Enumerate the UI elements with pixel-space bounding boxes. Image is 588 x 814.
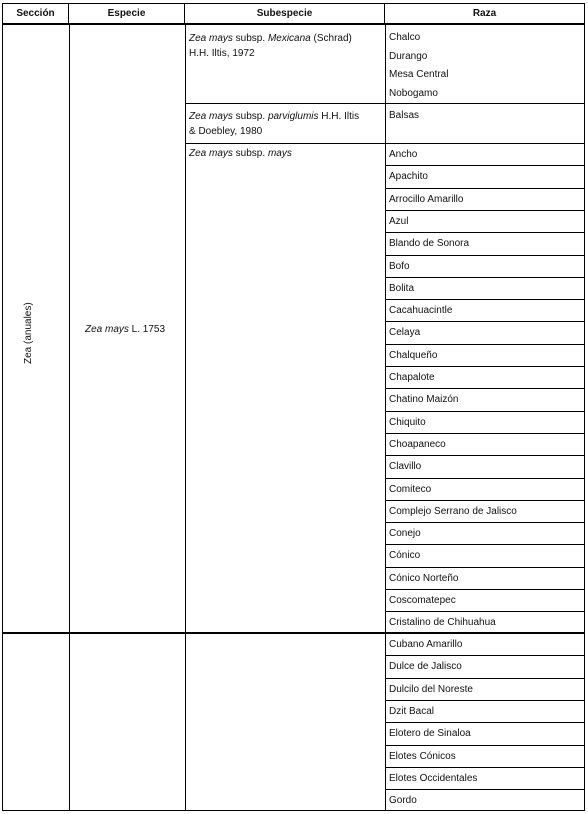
raza-cell: Comiteco (389, 483, 432, 495)
raza-cell: Bolita (389, 282, 415, 294)
raza-cell: Azul (389, 215, 409, 227)
row-divider (385, 277, 584, 278)
row-divider (385, 500, 584, 501)
row-divider (385, 745, 584, 746)
row-divider (385, 678, 584, 679)
raza-cell: Cónico (389, 550, 421, 562)
row-divider (385, 165, 584, 166)
raza-cell: Complejo Serrano de Jalisco (389, 505, 517, 517)
raza-cell: Cacahuacintle (389, 305, 453, 317)
raza-cell: Chalqueño (389, 349, 438, 361)
raza-cell: Elotero de Sinaloa (389, 728, 471, 740)
raza-cell: Clavillo (389, 461, 422, 473)
divider (69, 25, 70, 811)
raza-cell: Chalco (389, 32, 421, 43)
row-divider (385, 655, 584, 656)
raza-cell: Blando de Sonora (389, 238, 470, 250)
row-divider (385, 210, 584, 211)
subespecie-parviglumis: Zea mays subsp. parviglumis H.H. Iltis & Doebley, 1980 (189, 111, 360, 137)
raza-cell: Ancho (389, 149, 418, 160)
especie-label: Zea mays L. 1753 (85, 324, 166, 335)
raza-cell: Elotes Occidentales (389, 772, 478, 784)
raza-cell: Choapaneco (389, 438, 446, 450)
row-divider (385, 767, 584, 768)
raza-cell: Cónico Norteño (389, 572, 459, 584)
row-divider (385, 433, 584, 434)
row-divider (385, 299, 584, 300)
raza-cell: Coscomatepec (389, 595, 456, 606)
row-divider (385, 321, 584, 322)
table-header-row (3, 4, 584, 25)
raza-cell: Cristalino de Chihuahua (389, 617, 496, 629)
subespecie-mexicana: Zea mays subsp. Mexicana (Schrad) H.H. Iltis, 1972 (189, 33, 352, 59)
raza-cell: Elotes Cónicos (389, 750, 456, 762)
raza-cell: Arrocillo Amarillo (389, 193, 464, 205)
row-divider (385, 232, 584, 233)
row-divider (385, 611, 584, 612)
row-divider (385, 522, 584, 523)
row-divider (385, 544, 584, 545)
raza-cell: Nobogamo (389, 87, 438, 99)
row-divider (385, 366, 584, 367)
raza-cell: Dulce de Jalisco (389, 661, 462, 673)
raza-cell: Mesa Central (389, 69, 449, 80)
header-raza: Raza (472, 8, 497, 19)
seccion-label: Zea (anuales) (23, 302, 34, 364)
header-seccion: Sección (3, 4, 69, 23)
header-subespecie: Subespecie (185, 4, 385, 23)
raza-cell: Dulcilo del Noreste (389, 683, 473, 695)
row-divider (385, 188, 584, 189)
raza-cell: Balsas (389, 110, 420, 121)
row-divider (385, 789, 584, 790)
section-divider (3, 632, 584, 634)
header-especie: Especie (69, 4, 185, 23)
row-divider (185, 103, 584, 104)
row-divider (385, 589, 584, 590)
row-divider (385, 478, 584, 479)
raza-cell: Durango (389, 50, 428, 62)
raza-cell: Apachito (389, 171, 428, 183)
raza-cell: Cubano Amarillo (389, 639, 463, 650)
row-divider (385, 567, 584, 568)
raza-cell: Gordo (389, 795, 417, 807)
row-divider (185, 143, 584, 144)
raza-cell: Chapalote (389, 372, 435, 383)
races-table (2, 3, 585, 811)
raza-cell: Dzit Bacal (389, 705, 435, 717)
raza-cell: Conejo (389, 528, 421, 540)
row-divider (385, 722, 584, 723)
raza-cell: Bofo (389, 260, 410, 272)
raza-cell: Chiquito (389, 416, 426, 428)
subespecie-mays: Zea mays subsp. mays (189, 148, 292, 159)
row-divider (385, 344, 584, 345)
row-divider (385, 455, 584, 456)
row-divider (385, 255, 584, 256)
row-divider (385, 411, 584, 412)
raza-cell: Chatino Maizón (389, 394, 459, 406)
raza-cell: Celaya (389, 327, 421, 339)
row-divider (385, 700, 584, 701)
row-divider (385, 388, 584, 389)
